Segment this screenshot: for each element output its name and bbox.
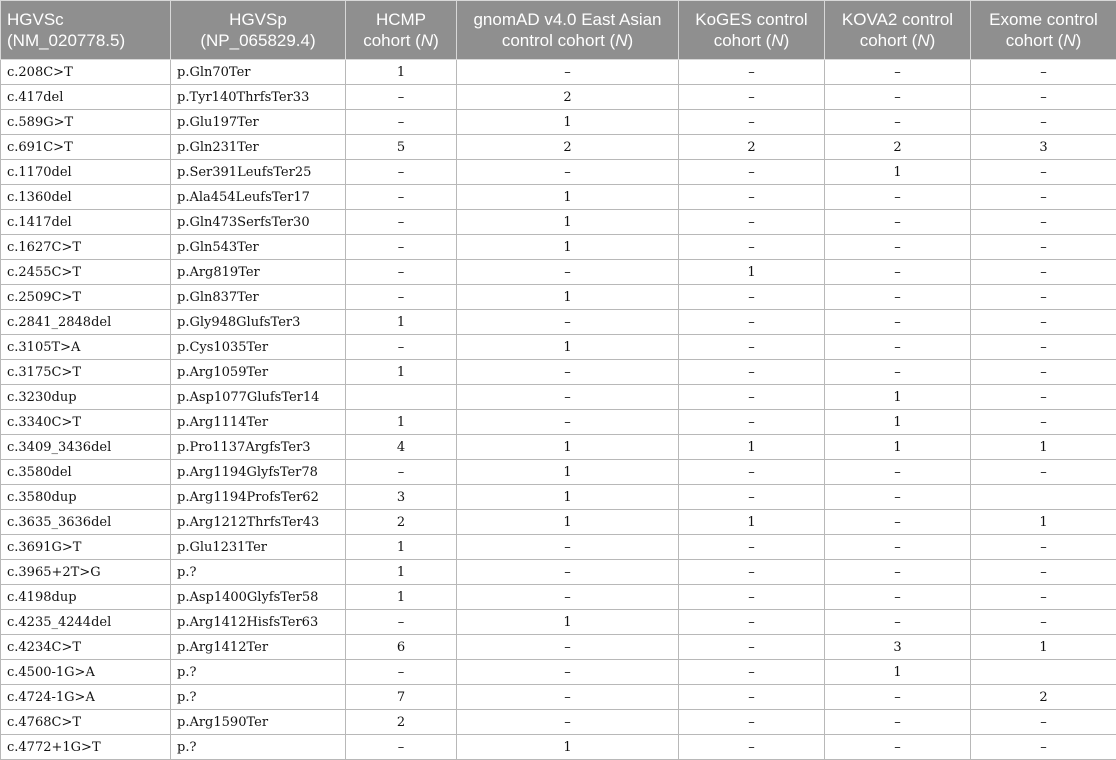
table-row	[1, 310, 1116, 335]
table-header	[1, 1, 1116, 60]
hgvsp-cell: p.Arg1114Ter	[171, 410, 346, 435]
hgvsp-cell: p.Pro1137ArgfsTer3	[171, 435, 346, 460]
table-row	[1, 435, 1116, 460]
exome-count-cell	[971, 660, 1116, 685]
exome-count-cell: –	[971, 210, 1116, 235]
koges-count-cell: –	[679, 85, 825, 110]
hgvsc-cell: c.2509C>T	[1, 285, 171, 310]
gnomad-count-cell: 1	[457, 210, 679, 235]
koges-count-cell: –	[679, 310, 825, 335]
kova2-count-cell: –	[825, 285, 971, 310]
kova2-count-cell: 1	[825, 385, 971, 410]
hcmp-count-cell: –	[346, 335, 457, 360]
hgvsp-cell: p.Cys1035Ter	[171, 335, 346, 360]
table-row	[1, 460, 1116, 485]
hcmp-count-cell: 2	[346, 510, 457, 535]
koges-count-cell: –	[679, 610, 825, 635]
hcmp-count-cell: –	[346, 460, 457, 485]
kova2-count-cell: –	[825, 535, 971, 560]
hcmp-count-cell: –	[346, 85, 457, 110]
gnomad-count-cell: 1	[457, 510, 679, 535]
gnomad-count-cell: 1	[457, 185, 679, 210]
table-row	[1, 335, 1116, 360]
kova2-count-cell: –	[825, 360, 971, 385]
kova2-count-cell: –	[825, 710, 971, 735]
kova2-count-cell: 1	[825, 435, 971, 460]
gnomad-count-cell: 1	[457, 435, 679, 460]
header-koges-cohort: KoGES control cohort (N)	[679, 1, 825, 60]
gnomad-count-cell: –	[457, 160, 679, 185]
gnomad-count-cell: 1	[457, 235, 679, 260]
hgvsc-cell: c.691C>T	[1, 135, 171, 160]
koges-count-cell: 1	[679, 510, 825, 535]
table-row	[1, 510, 1116, 535]
exome-count-cell: –	[971, 160, 1116, 185]
hgvsc-cell: c.3635_3636del	[1, 510, 171, 535]
table-row	[1, 485, 1116, 510]
kova2-count-cell: 1	[825, 660, 971, 685]
exome-count-cell: –	[971, 85, 1116, 110]
hgvsc-cell: c.2455C>T	[1, 260, 171, 285]
hgvsp-cell: p.Gln231Ter	[171, 135, 346, 160]
table-row	[1, 585, 1116, 610]
table-row	[1, 685, 1116, 710]
hcmp-count-cell	[346, 385, 457, 410]
koges-count-cell: –	[679, 210, 825, 235]
hgvsc-cell: c.3409_3436del	[1, 435, 171, 460]
koges-count-cell: –	[679, 685, 825, 710]
hgvsc-cell: c.3175C>T	[1, 360, 171, 385]
hgvsc-cell: c.3580dup	[1, 485, 171, 510]
kova2-count-cell: –	[825, 610, 971, 635]
hcmp-count-cell: 1	[346, 60, 457, 85]
exome-count-cell: –	[971, 235, 1116, 260]
exome-count-cell: –	[971, 335, 1116, 360]
header-gnomad-cohort: gnomAD v4.0 East Asian control cohort (N)	[457, 1, 679, 60]
hgvsp-cell: p.Gln70Ter	[171, 60, 346, 85]
gnomad-count-cell: 2	[457, 135, 679, 160]
gnomad-count-cell: 1	[457, 110, 679, 135]
hgvsc-cell: c.3691G>T	[1, 535, 171, 560]
hgvsc-cell: c.208C>T	[1, 60, 171, 85]
hgvsp-cell: p.Tyr140ThrfsTer33	[171, 85, 346, 110]
gnomad-count-cell: –	[457, 535, 679, 560]
hcmp-count-cell: –	[346, 210, 457, 235]
hgvsp-cell: p.Arg819Ter	[171, 260, 346, 285]
exome-count-cell: –	[971, 535, 1116, 560]
hgvsc-cell: c.4198dup	[1, 585, 171, 610]
hcmp-count-cell: –	[346, 660, 457, 685]
kova2-count-cell: 1	[825, 160, 971, 185]
exome-count-cell: –	[971, 310, 1116, 335]
exome-count-cell: –	[971, 585, 1116, 610]
koges-count-cell: –	[679, 110, 825, 135]
exome-count-cell: 1	[971, 635, 1116, 660]
hgvsc-cell: c.417del	[1, 85, 171, 110]
header-row	[1, 1, 1116, 60]
hgvsp-cell: p.?	[171, 685, 346, 710]
kova2-count-cell: –	[825, 110, 971, 135]
table-body	[1, 60, 1116, 760]
exome-count-cell: –	[971, 710, 1116, 735]
header-hcmp-cohort: HCMP cohort (N)	[346, 1, 457, 60]
hgvsp-cell: p.Gln543Ter	[171, 235, 346, 260]
koges-count-cell: 2	[679, 135, 825, 160]
exome-count-cell: –	[971, 260, 1116, 285]
koges-count-cell: –	[679, 660, 825, 685]
koges-count-cell: –	[679, 285, 825, 310]
hgvsp-cell: p.Gln837Ter	[171, 285, 346, 310]
hcmp-count-cell: –	[346, 260, 457, 285]
kova2-count-cell: –	[825, 335, 971, 360]
kova2-count-cell: –	[825, 60, 971, 85]
hcmp-count-cell: 2	[346, 710, 457, 735]
koges-count-cell: –	[679, 60, 825, 85]
koges-count-cell: –	[679, 460, 825, 485]
kova2-count-cell: 1	[825, 410, 971, 435]
exome-count-cell: 3	[971, 135, 1116, 160]
hgvsp-cell: p.?	[171, 560, 346, 585]
exome-count-cell: 1	[971, 435, 1116, 460]
header-kova2-cohort: KOVA2 control cohort (N)	[825, 1, 971, 60]
hcmp-count-cell: 1	[346, 410, 457, 435]
hcmp-count-cell: 1	[346, 560, 457, 585]
hgvsc-cell: c.1417del	[1, 210, 171, 235]
kova2-count-cell: –	[825, 235, 971, 260]
hgvsp-cell: p.Arg1412HisfsTer63	[171, 610, 346, 635]
exome-count-cell: –	[971, 285, 1116, 310]
hcmp-count-cell: 1	[346, 360, 457, 385]
table-row	[1, 185, 1116, 210]
koges-count-cell: –	[679, 485, 825, 510]
hgvsc-cell: c.4768C>T	[1, 710, 171, 735]
table-row	[1, 260, 1116, 285]
kova2-count-cell: –	[825, 310, 971, 335]
exome-count-cell: –	[971, 110, 1116, 135]
kova2-count-cell: –	[825, 735, 971, 760]
koges-count-cell: 1	[679, 435, 825, 460]
exome-count-cell: –	[971, 410, 1116, 435]
table-row	[1, 735, 1116, 760]
gnomad-count-cell: 1	[457, 460, 679, 485]
kova2-count-cell: –	[825, 185, 971, 210]
hcmp-count-cell: –	[346, 610, 457, 635]
koges-count-cell: –	[679, 335, 825, 360]
hgvsp-cell: p.Ala454LeufsTer17	[171, 185, 346, 210]
gnomad-count-cell: –	[457, 585, 679, 610]
table-row	[1, 660, 1116, 685]
gnomad-count-cell: 1	[457, 610, 679, 635]
gnomad-count-cell: –	[457, 60, 679, 85]
table-row	[1, 410, 1116, 435]
hgvsp-cell: p.Asp1400GlyfsTer58	[171, 585, 346, 610]
kova2-count-cell: –	[825, 85, 971, 110]
hcmp-count-cell: 5	[346, 135, 457, 160]
hgvsp-cell: p.Gln473SerfsTer30	[171, 210, 346, 235]
table-row	[1, 560, 1116, 585]
table-row	[1, 360, 1116, 385]
exome-count-cell	[971, 485, 1116, 510]
exome-count-cell: –	[971, 185, 1116, 210]
gnomad-count-cell: –	[457, 385, 679, 410]
hgvsp-cell: p.Gly948GlufsTer3	[171, 310, 346, 335]
gnomad-count-cell: 1	[457, 285, 679, 310]
kova2-count-cell: –	[825, 585, 971, 610]
hcmp-count-cell: 7	[346, 685, 457, 710]
hcmp-count-cell: –	[346, 160, 457, 185]
hgvsp-cell: p.Asp1077GlufsTer14	[171, 385, 346, 410]
table-row	[1, 535, 1116, 560]
hgvsc-cell: c.2841_2848del	[1, 310, 171, 335]
koges-count-cell: –	[679, 360, 825, 385]
hgvsp-cell: p.Glu197Ter	[171, 110, 346, 135]
hgvsp-cell: p.Arg1194GlyfsTer78	[171, 460, 346, 485]
hcmp-count-cell: –	[346, 735, 457, 760]
hcmp-count-cell: 1	[346, 310, 457, 335]
hgvsp-cell: p.Arg1412Ter	[171, 635, 346, 660]
koges-count-cell: –	[679, 185, 825, 210]
hgvsc-cell: c.589G>T	[1, 110, 171, 135]
kova2-count-cell: 3	[825, 635, 971, 660]
gnomad-count-cell: –	[457, 410, 679, 435]
table-row	[1, 85, 1116, 110]
kova2-count-cell: –	[825, 685, 971, 710]
hgvsp-cell: p.Glu1231Ter	[171, 535, 346, 560]
hgvsc-cell: c.1360del	[1, 185, 171, 210]
hgvsp-cell: p.?	[171, 735, 346, 760]
koges-count-cell: –	[679, 585, 825, 610]
koges-count-cell: –	[679, 710, 825, 735]
hgvsp-cell: p.Arg1590Ter	[171, 710, 346, 735]
hcmp-count-cell: –	[346, 285, 457, 310]
kova2-count-cell: –	[825, 260, 971, 285]
hcmp-count-cell: 1	[346, 535, 457, 560]
hcmp-count-cell: –	[346, 235, 457, 260]
exome-count-cell: –	[971, 460, 1116, 485]
koges-count-cell: –	[679, 535, 825, 560]
koges-count-cell: –	[679, 635, 825, 660]
gnomad-count-cell: 2	[457, 85, 679, 110]
gnomad-count-cell: –	[457, 360, 679, 385]
koges-count-cell: –	[679, 410, 825, 435]
header-hgvsc: HGVSc (NM_020778.5)	[1, 1, 171, 60]
table-row	[1, 635, 1116, 660]
hgvsc-cell: c.3580del	[1, 460, 171, 485]
hcmp-count-cell: 6	[346, 635, 457, 660]
exome-count-cell: –	[971, 385, 1116, 410]
header-exome-cohort: Exome control cohort (N)	[971, 1, 1116, 60]
hgvsp-cell: p.Arg1059Ter	[171, 360, 346, 385]
hcmp-count-cell: –	[346, 110, 457, 135]
hcmp-count-cell: 3	[346, 485, 457, 510]
gnomad-count-cell: 1	[457, 335, 679, 360]
kova2-count-cell: –	[825, 510, 971, 535]
table-row	[1, 60, 1116, 85]
table-row	[1, 385, 1116, 410]
hgvsp-cell: p.Arg1194ProfsTer62	[171, 485, 346, 510]
kova2-count-cell: 2	[825, 135, 971, 160]
hgvsc-cell: c.1170del	[1, 160, 171, 185]
table-row	[1, 710, 1116, 735]
hgvsc-cell: c.4234C>T	[1, 635, 171, 660]
exome-count-cell: –	[971, 735, 1116, 760]
koges-count-cell: 1	[679, 260, 825, 285]
exome-count-cell: 2	[971, 685, 1116, 710]
hgvsc-cell: c.3230dup	[1, 385, 171, 410]
hgvsc-cell: c.3965+2T>G	[1, 560, 171, 585]
hgvsc-cell: c.4500-1G>A	[1, 660, 171, 685]
gnomad-count-cell: 1	[457, 485, 679, 510]
exome-count-cell: 1	[971, 510, 1116, 535]
koges-count-cell: –	[679, 235, 825, 260]
exome-count-cell: –	[971, 360, 1116, 385]
gnomad-count-cell: –	[457, 660, 679, 685]
gnomad-count-cell: –	[457, 635, 679, 660]
kova2-count-cell: –	[825, 485, 971, 510]
koges-count-cell: –	[679, 160, 825, 185]
gnomad-count-cell: –	[457, 310, 679, 335]
hgvsc-cell: c.4235_4244del	[1, 610, 171, 635]
gnomad-count-cell: 1	[457, 735, 679, 760]
header-hgvsp: HGVSp (NP_065829.4)	[171, 1, 346, 60]
hgvsp-cell: p.Ser391LeufsTer25	[171, 160, 346, 185]
exome-count-cell: –	[971, 60, 1116, 85]
kova2-count-cell: –	[825, 460, 971, 485]
koges-count-cell: –	[679, 560, 825, 585]
koges-count-cell: –	[679, 385, 825, 410]
hcmp-count-cell: –	[346, 185, 457, 210]
hgvsc-cell: c.3340C>T	[1, 410, 171, 435]
hgvsc-cell: c.4724-1G>A	[1, 685, 171, 710]
table-row	[1, 110, 1116, 135]
table-row	[1, 135, 1116, 160]
hgvsc-cell: c.1627C>T	[1, 235, 171, 260]
table-row	[1, 285, 1116, 310]
gnomad-count-cell: –	[457, 710, 679, 735]
hcmp-count-cell: 4	[346, 435, 457, 460]
hgvsp-cell: p.?	[171, 660, 346, 685]
table-row	[1, 210, 1116, 235]
hgvsc-cell: c.3105T>A	[1, 335, 171, 360]
hgvsp-cell: p.Arg1212ThrfsTer43	[171, 510, 346, 535]
hgvsc-cell: c.4772+1G>T	[1, 735, 171, 760]
kova2-count-cell: –	[825, 560, 971, 585]
exome-count-cell: –	[971, 560, 1116, 585]
kova2-count-cell: –	[825, 210, 971, 235]
table-row	[1, 610, 1116, 635]
exome-count-cell: –	[971, 610, 1116, 635]
hcmp-count-cell: 1	[346, 585, 457, 610]
koges-count-cell: –	[679, 735, 825, 760]
gnomad-count-cell: –	[457, 260, 679, 285]
gnomad-count-cell: –	[457, 560, 679, 585]
gnomad-count-cell: –	[457, 685, 679, 710]
table-row	[1, 235, 1116, 260]
table-row	[1, 160, 1116, 185]
